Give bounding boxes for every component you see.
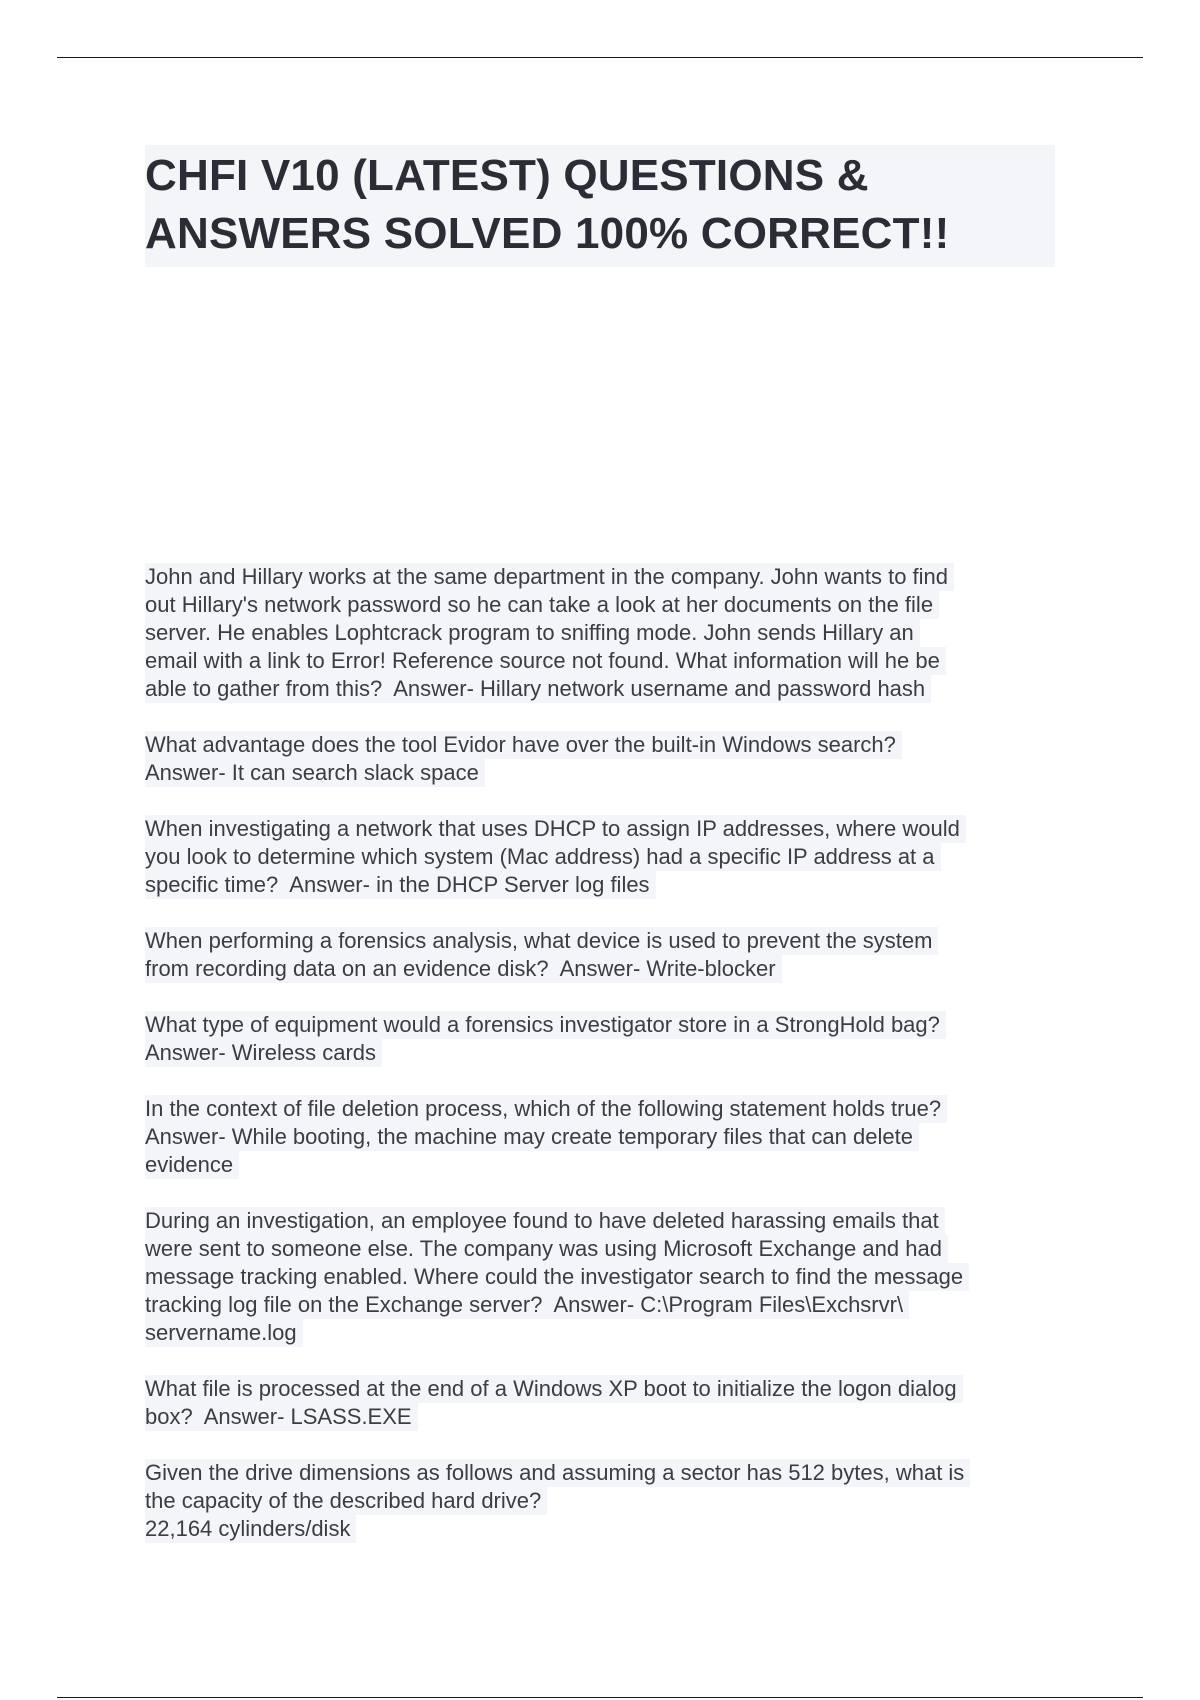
qa-text-line: evidence [145,1151,239,1179]
qa-text-line: When investigating a network that uses DHCP to assign IP addresses, where would [145,815,966,843]
qa-item [145,927,1065,983]
qa-text-line: server. He enables Lophtcrack program to sniffing mode. John sends Hillary an [145,619,920,647]
qa-text-line: servername.log [145,1319,303,1347]
qa-text-line: What file is processed at the end of a Windows XP boot to initialize the logon dialog [145,1375,963,1403]
qa-text-line: Answer- Wireless cards [145,1039,382,1067]
document-title [145,145,1055,267]
bottom-rule [57,1697,1143,1698]
qa-text-line: message tracking enabled. Where could the investigator search to find the message [145,1263,969,1291]
qa-text-line: 22,164 cylinders/disk [145,1515,356,1543]
qa-text-line: specific time? Answer- in the DHCP Server log files [145,871,656,899]
qa-text-line: John and Hillary works at the same department in the company. John wants to find [145,563,954,591]
qa-text-line: Answer- It can search slack space [145,759,485,787]
qa-text-line: from recording data on an evidence disk? Answer- Write-blocker [145,955,782,983]
qa-text-line: Answer- While booting, the machine may create temporary files that can delete [145,1123,919,1151]
qa-text-line: box? Answer- LSASS.EXE [145,1403,418,1431]
title-line-2: ANSWERS SOLVED 100% CORRECT!! [145,209,950,258]
qa-text-line: When performing a forensics analysis, what device is used to prevent the system [145,927,938,955]
qa-text-line: out Hillary's network password so he can take a look at her documents on the file [145,591,939,619]
qa-text-line: email with a link to Error! Reference source not found. What information will he be [145,647,946,675]
qa-item [145,563,1065,703]
qa-item [145,1459,1065,1543]
qa-text-line: What type of equipment would a forensics investigator store in a StrongHold bag? [145,1011,946,1039]
qa-text-line: What advantage does the tool Evidor have over the built-in Windows search? [145,731,902,759]
qa-text-line: able to gather from this? Answer- Hillary network username and password hash [145,675,931,703]
qa-text-line: the capacity of the described hard drive? [145,1487,547,1515]
qa-list [145,563,1065,1571]
qa-item [145,1207,1065,1347]
qa-text-line: Given the drive dimensions as follows and assuming a sector has 512 bytes, what is [145,1459,970,1487]
qa-item [145,1095,1065,1179]
qa-text-line: were sent to someone else. The company was using Microsoft Exchange and had [145,1235,948,1263]
qa-text-line: During an investigation, an employee found to have deleted harassing emails that [145,1207,945,1235]
qa-item [145,1375,1065,1431]
qa-text-line: you look to determine which system (Mac address) had a specific IP address at a [145,843,941,871]
qa-item [145,815,1065,899]
title-line-1: CHFI V10 (LATEST) QUESTIONS & [145,151,869,200]
qa-item [145,731,1065,787]
qa-text-line: tracking log file on the Exchange server? Answer- C:\Program Files\Exchsrvr\ [145,1291,909,1319]
top-rule [57,57,1143,58]
qa-text-line: In the context of file deletion process, which of the following statement holds true? [145,1095,947,1123]
qa-item [145,1011,1065,1067]
